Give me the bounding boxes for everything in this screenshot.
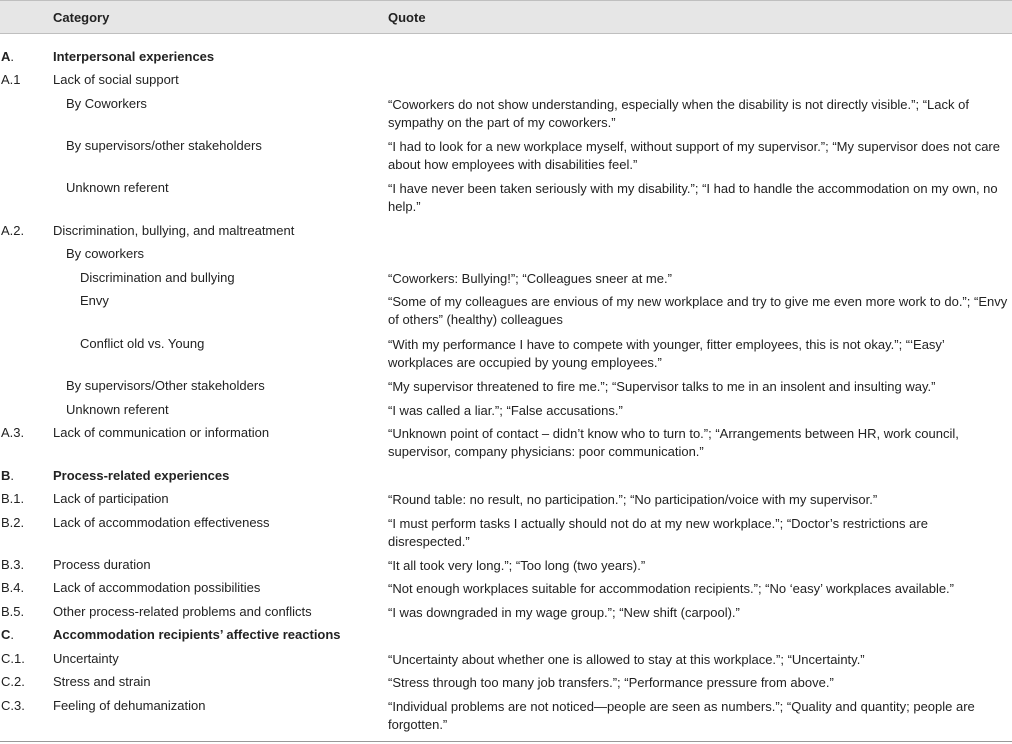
category-label: By supervisors/other stakeholders bbox=[66, 138, 262, 153]
category-column-header: Category bbox=[53, 10, 110, 25]
category-label: By supervisors/Other stakeholders bbox=[66, 378, 265, 393]
quote-text: “Unknown point of contact – didn’t know who to turn to.”; “Arrangements between HR, work council, supervisor, company physicians: poor communication.” bbox=[388, 426, 959, 459]
quote-text: “I have never been taken seriously with my disability.”; “I had to handle the accommodation on my own, no help.” bbox=[388, 181, 998, 214]
quote-text: “Individual problems are not noticed—people are seen as numbers.”; “Quality and quantity; people are forgotten.” bbox=[388, 699, 975, 732]
category-label: Process duration bbox=[53, 557, 151, 572]
category-label: By coworkers bbox=[66, 246, 145, 261]
row-number: A.2. bbox=[1, 223, 25, 238]
category-label: Lack of accommodation effectiveness bbox=[53, 515, 270, 530]
category-label: Other process-related problems and conflicts bbox=[53, 604, 312, 619]
row-number: B.3. bbox=[1, 557, 25, 572]
quote-text: “Uncertainty about whether one is allowed to stay at this workplace.”; “Uncertainty.” bbox=[388, 652, 865, 667]
row-number: B.1. bbox=[1, 491, 25, 506]
category-label: Feeling of dehumanization bbox=[53, 698, 206, 713]
quote-text: “With my performance I have to compete with younger, fitter employees, this is not okay.”; “‘Easy’ workplaces are occupied by young employees.” bbox=[388, 337, 945, 370]
category-label: Unknown referent bbox=[66, 180, 169, 195]
quote-text: “I was called a liar.”; “False accusations.” bbox=[388, 403, 623, 418]
category-label: Lack of participation bbox=[53, 491, 169, 506]
category-label: Conflict old vs. Young bbox=[80, 336, 205, 351]
quote-text: “Coworkers do not show understanding, especially when the disability is not directly visible.”; “Lack of sympathy on the part of my coworkers.” bbox=[388, 97, 969, 130]
category-label: Lack of accommodation possibilities bbox=[53, 580, 261, 595]
quote-column-header: Quote bbox=[388, 10, 426, 25]
category-label: Lack of communication or information bbox=[53, 425, 270, 440]
quote-text: “Not enough workplaces suitable for accommodation recipients.”; “No ‘easy’ workplaces available.” bbox=[388, 581, 955, 596]
quote-text: “Stress through too many job transfers.”; “Performance pressure from above.” bbox=[388, 675, 834, 690]
category-label: Discrimination and bullying bbox=[80, 270, 235, 285]
row-number: C.3. bbox=[1, 698, 25, 713]
category-label: Uncertainty bbox=[53, 651, 119, 666]
category-label: Envy bbox=[80, 293, 109, 308]
quote-text: “I must perform tasks I actually should not do at my new workplace.”; “Doctor’s restrictions are disrespected.” bbox=[388, 516, 928, 549]
quote-text: “Coworkers: Bullying!”; “Colleagues sneer at me.” bbox=[388, 271, 672, 286]
quote-text: “I had to look for a new workplace myself, without support of my supervisor.”; “My supervisor does not care about how employees with disabilities feel.” bbox=[388, 139, 1000, 172]
row-number: C.2. bbox=[1, 674, 25, 689]
row-number: B.5. bbox=[1, 604, 25, 619]
quote-text: “Some of my colleagues are envious of my new workplace and try to give me even more work to do.”; “Envy of others” (healthy) colleagues bbox=[388, 294, 1008, 327]
category-label: Lack of social support bbox=[53, 72, 179, 87]
category-label: By Coworkers bbox=[66, 96, 147, 111]
table-header bbox=[0, 0, 1012, 34]
row-number: A.1 bbox=[1, 72, 21, 87]
row-number: C.1. bbox=[1, 651, 25, 666]
category-label: Unknown referent bbox=[66, 402, 169, 417]
row-number: A.3. bbox=[1, 425, 25, 440]
row-number: B.4. bbox=[1, 580, 25, 595]
table-bottom-rule bbox=[0, 741, 1012, 742]
section-title: Interpersonal experiences bbox=[53, 49, 215, 64]
quote-text: “I was downgraded in my wage group.”; “New shift (carpool).” bbox=[388, 605, 740, 620]
row-number: B. bbox=[1, 468, 15, 483]
quote-text: “Round table: no result, no participation.”; “No participation/voice with my supervisor.” bbox=[388, 492, 878, 507]
quote-text: “It all took very long.”; “Too long (two years).” bbox=[388, 558, 646, 573]
row-number: B.2. bbox=[1, 515, 25, 530]
row-number: A. bbox=[1, 49, 15, 64]
category-label: Stress and strain bbox=[53, 674, 151, 689]
section-title: Process-related experiences bbox=[53, 468, 230, 483]
row-number: C. bbox=[1, 627, 15, 642]
category-label: Discrimination, bullying, and maltreatment bbox=[53, 223, 295, 238]
section-title: Accommodation recipients’ affective reactions bbox=[53, 627, 341, 642]
quote-text: “My supervisor threatened to fire me.”; “Supervisor talks to me in an insolent and insulting way.” bbox=[388, 379, 936, 394]
